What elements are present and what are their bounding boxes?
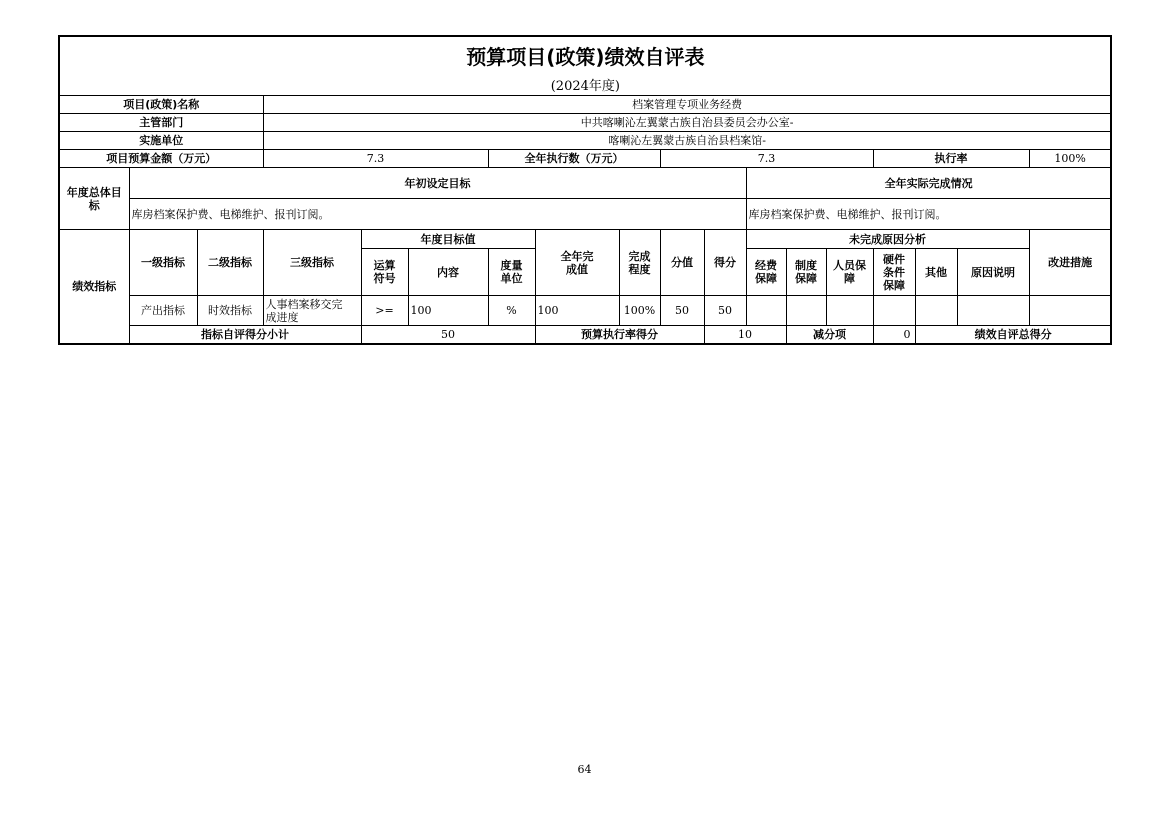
level1-header: 一级指标	[129, 230, 197, 296]
row-completion: 100%	[619, 296, 660, 326]
budget-amount-label: 项目预算金额（万元）	[59, 150, 263, 168]
row-actual: 100	[535, 296, 619, 326]
actual-value-header: 全年完成值	[535, 230, 619, 296]
system-header: 制度保障	[786, 249, 826, 296]
row-unit: %	[488, 296, 535, 326]
level2-header: 二级指标	[197, 230, 263, 296]
subtotal-label: 指标自评得分小计	[129, 326, 361, 344]
project-name-value: 档案管理专项业务经费	[263, 96, 1111, 114]
row-operator: >=	[361, 296, 408, 326]
annual-goal-label: 年度总体目标	[59, 168, 129, 230]
indicator-label: 绩效指标	[59, 230, 129, 344]
row-hardware	[873, 296, 915, 326]
row-level1: 产出指标	[129, 296, 197, 326]
level3-header: 三级指标	[263, 230, 361, 296]
row-content: 100	[408, 296, 488, 326]
reason-group-header: 未完成原因分析	[746, 230, 1029, 249]
executed-amount-label: 全年执行数（万元）	[488, 150, 660, 168]
initial-goal-header: 年初设定目标	[129, 168, 746, 199]
department-label: 主管部门	[59, 114, 263, 132]
total-score-label: 绩效自评总得分	[915, 326, 1111, 344]
table-title: 预算项目(政策)绩效自评表	[466, 45, 705, 69]
row-other	[915, 296, 957, 326]
actual-completion-text: 库房档案保护费、电梯维护、报刊订阅。	[746, 199, 1111, 230]
other-header: 其他	[915, 249, 957, 296]
budget-score-value: 10	[704, 326, 786, 344]
table-title-cell	[59, 36, 1111, 77]
deduct-label: 减分项	[786, 326, 873, 344]
row-improve	[1029, 296, 1111, 326]
performance-table	[58, 35, 1112, 345]
hardware-header: 硬件条件保障	[873, 249, 915, 296]
improve-header: 改进措施	[1029, 230, 1111, 296]
executed-amount-value: 7.3	[660, 150, 873, 168]
row-score: 50	[704, 296, 746, 326]
row-level3: 人事档案移交完成进度	[263, 296, 361, 326]
initial-goal-text: 库房档案保护费、电梯维护、报刊订阅。	[129, 199, 746, 230]
table-row	[59, 296, 1111, 326]
actual-completion-header: 全年实际完成情况	[746, 168, 1111, 199]
unit-label: 实施单位	[59, 132, 263, 150]
row-reason	[957, 296, 1029, 326]
reason-header: 原因说明	[957, 249, 1029, 296]
execution-rate-value: 100%	[1029, 150, 1111, 168]
score-header: 得分	[704, 230, 746, 296]
row-level2: 时效指标	[197, 296, 263, 326]
score-value-header: 分值	[660, 230, 704, 296]
page-number: 64	[577, 763, 592, 776]
row-score-value: 50	[660, 296, 704, 326]
unit-value: 喀喇沁左翼蒙古族自治县档案馆-	[263, 132, 1111, 150]
department-value: 中共喀喇沁左翼蒙古族自治县委员会办公室-	[263, 114, 1111, 132]
project-name-label: 项目(政策)名称	[59, 96, 263, 114]
budget-score-label: 预算执行率得分	[535, 326, 704, 344]
staff-header: 人员保障	[826, 249, 873, 296]
row-system	[786, 296, 826, 326]
year-label: (2024年度)	[59, 77, 1111, 96]
execution-rate-label: 执行率	[873, 150, 1029, 168]
deduct-value: 0	[873, 326, 915, 344]
fund-header: 经费保障	[746, 249, 786, 296]
content-header: 内容	[408, 249, 488, 296]
target-group-header: 年度目标值	[361, 230, 535, 249]
budget-amount-value: 7.3	[263, 150, 488, 168]
row-staff	[826, 296, 873, 326]
subtotal-value: 50	[361, 326, 535, 344]
unit-header: 度量单位	[488, 249, 535, 296]
completion-header: 完成程度	[619, 230, 660, 296]
operator-header: 运算符号	[361, 249, 408, 296]
row-fund	[746, 296, 786, 326]
